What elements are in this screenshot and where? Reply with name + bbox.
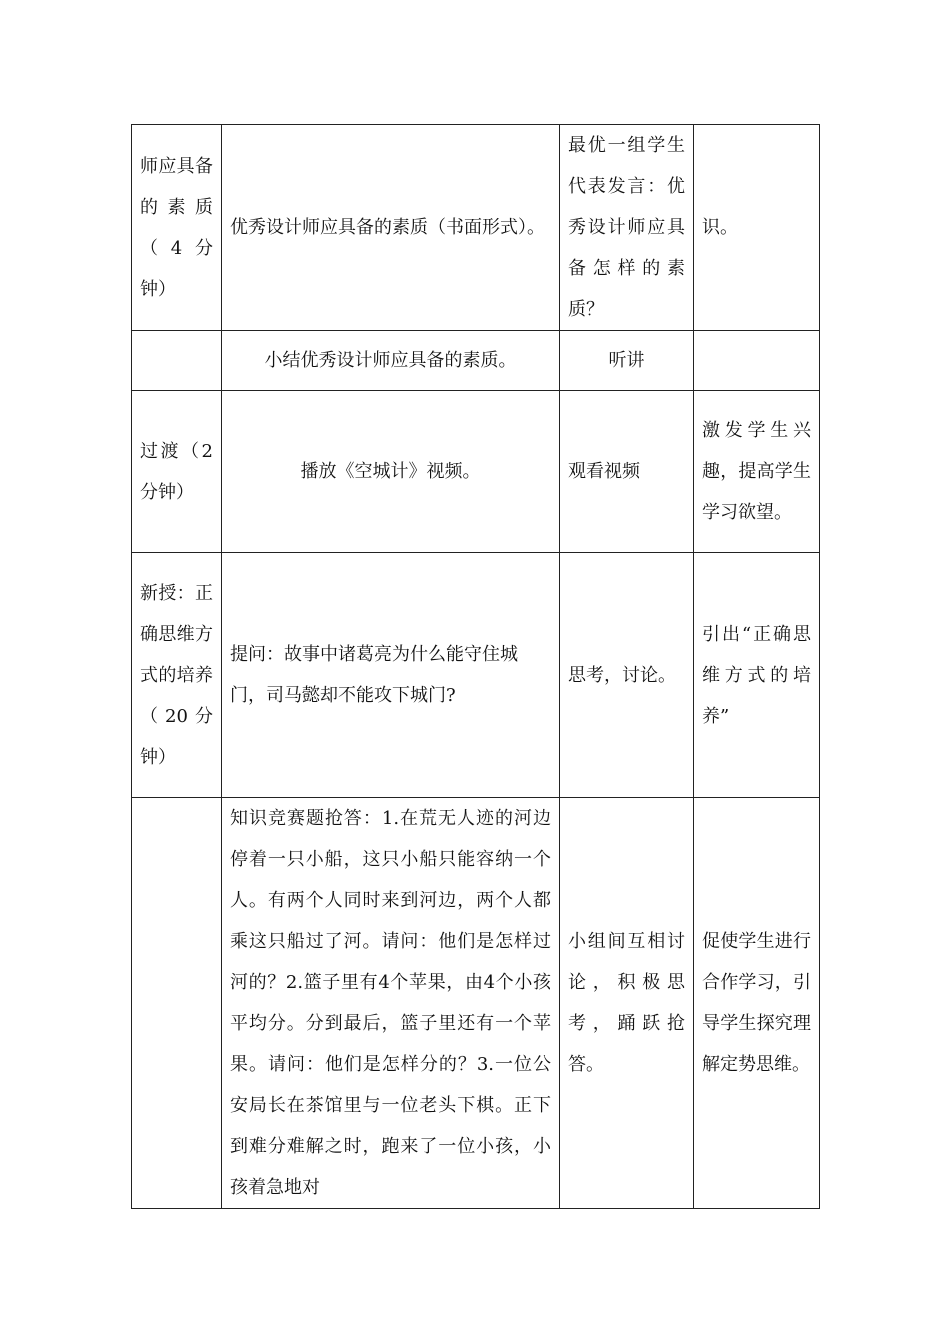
purpose-cell: 促使学生进行合作学习，引导学生探究理解定势思维。 — [694, 798, 820, 1209]
table-row — [132, 391, 820, 553]
table-row — [132, 125, 820, 331]
teacher-activity-cell: 知识竞赛题抢答：1.在荒无人迹的河边停着一只小船，这只小船只能容纳一个人。有两个人同时来到河边，两个人都乘这只船过了河。请问：他们是怎样过河的？2.篮子里有4个苹果，由4个小孩平均分。分到最后，篮子里还有一个苹果。请问：他们是怎样分的？3.一位公安局长在茶馆里与一位老头下棋。正下到难分难解之时，跑来了一位小孩，小孩着急地对 — [222, 798, 560, 1209]
teacher-activity-cell: 小结优秀设计师应具备的素质。 — [222, 331, 560, 391]
teacher-activity-cell: 优秀设计师应具备的素质（书面形式）。 — [222, 125, 560, 331]
teacher-activity-cell: 播放《空城计》视频。 — [222, 391, 560, 553]
student-activity-cell: 小组间互相讨论，积极思考，踊跃抢答。 — [560, 798, 694, 1209]
stage-cell — [132, 798, 222, 1209]
table-row — [132, 553, 820, 798]
student-activity-cell: 思考，讨论。 — [560, 553, 694, 798]
stage-cell: 过渡（2分钟） — [132, 391, 222, 553]
stage-cell: 师应具备的素质（4分钟） — [132, 125, 222, 331]
stage-cell — [132, 331, 222, 391]
lesson-plan-table — [131, 124, 820, 1209]
purpose-cell — [694, 331, 820, 391]
table-row — [132, 331, 820, 391]
teacher-activity-cell: 提问：故事中诸葛亮为什么能守住城门，司马懿却不能攻下城门? — [222, 553, 560, 798]
stage-cell: 新授：正确思维方式的培养（20分钟） — [132, 553, 222, 798]
table-row — [132, 798, 820, 1209]
purpose-cell: 识。 — [694, 125, 820, 331]
purpose-cell: 引出“正确思维方式的培养” — [694, 553, 820, 798]
student-activity-cell: 观看视频 — [560, 391, 694, 553]
student-activity-cell: 听讲 — [560, 331, 694, 391]
purpose-cell: 激发学生兴趣，提高学生学习欲望。 — [694, 391, 820, 553]
student-activity-cell: 最优一组学生代表发言：优秀设计师应具备怎样的素质？ — [560, 125, 694, 331]
